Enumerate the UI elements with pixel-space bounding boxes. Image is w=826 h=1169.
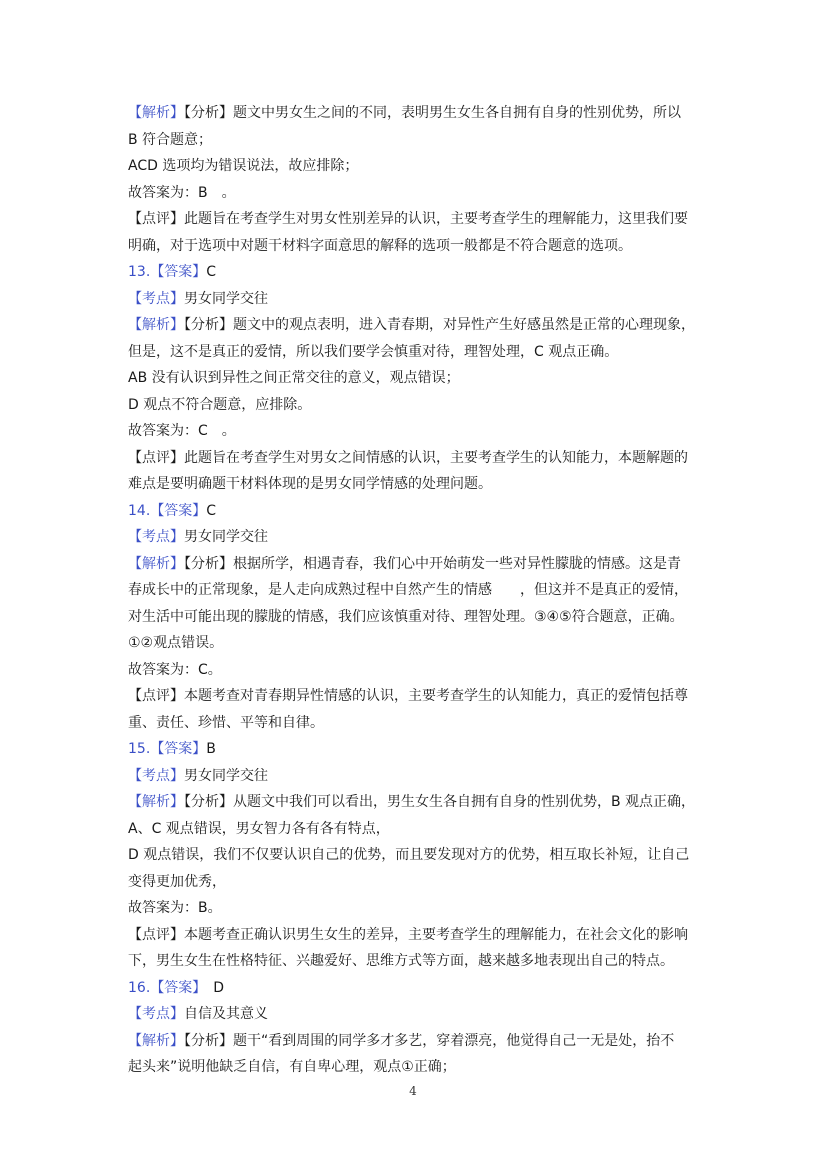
text-line xyxy=(128,551,708,578)
line-text: 但是，这不是真正的爱情，所以我们要学会慎重对待，理智处理，C 观点正确。 xyxy=(128,343,619,360)
line-text: 【分析】题干“看到周围的同学多才多艺，穿着漂亮，他觉得自己一无是处，抬不 xyxy=(184,1032,675,1049)
line-text: 难点是要明确题干材料体现的是男女同学情感的处理问题。 xyxy=(128,476,492,492)
line-text: 男女同学交往 xyxy=(184,767,268,784)
section-tag: 【答案】 xyxy=(150,502,207,519)
line-text: 【分析】题文中的观点表明，进入青春期，对异性产生好感虽然是正常的心理现象， xyxy=(184,317,695,333)
text-line xyxy=(128,153,708,180)
text-line xyxy=(128,895,708,922)
section-tag: 【考点】 xyxy=(128,529,184,545)
line-text: 【分析】从题文中我们可以看出，男生女生各自拥有自身的性别优势，B 观点正确， xyxy=(184,794,696,810)
line-text: 故答案为：C。 xyxy=(128,661,222,678)
line-text: D xyxy=(199,979,225,996)
text-line xyxy=(128,630,708,657)
section-tag: 【答案】 xyxy=(150,264,207,280)
section-tag: 【答案】 xyxy=(150,741,207,757)
line-text: 重、责任、珍惜、平等和自律。 xyxy=(128,714,324,731)
line-text: C xyxy=(206,264,217,280)
section-tag: 【答案】 xyxy=(150,979,200,996)
text-line xyxy=(128,842,708,869)
text-line xyxy=(128,577,708,604)
text-line xyxy=(128,922,708,949)
line-text: 【分析】题文中男女生之间的不同，表明男生女生各自拥有自身的性别优势，所以 xyxy=(184,105,681,121)
text-line xyxy=(128,233,708,260)
text-line xyxy=(128,789,708,816)
line-text: ①②观点错误。 xyxy=(128,635,224,651)
text-line xyxy=(128,710,708,737)
text-line xyxy=(128,816,708,843)
section-tag: 15. xyxy=(128,741,151,757)
text-line xyxy=(128,1001,708,1028)
section-tag: 【解析】 xyxy=(128,105,184,121)
text-line xyxy=(128,100,708,127)
text-line xyxy=(128,471,708,498)
line-text: AB 没有认识到异性之间正常交往的意义，观点错误； xyxy=(128,370,460,386)
text-line xyxy=(128,763,708,790)
line-text: 男女同学交往 xyxy=(184,529,268,545)
text-line xyxy=(128,657,708,684)
line-text: 春成长中的正常现象，是人走向成熟过程中自然产生的情感 ，但这并不是真正的爱情， xyxy=(128,582,688,598)
line-text: 男女同学交往 xyxy=(184,290,268,307)
text-line xyxy=(128,683,708,710)
line-text: 对生活中可能出现的朦胧的情感，我们应该慎重对待、理智处理。③④⑤符合题意，正确。 xyxy=(128,608,684,625)
line-text: 起头来”说明他缺乏自信，有自卑心理，观点①正确； xyxy=(128,1059,456,1075)
line-text: B 符合题意； xyxy=(128,131,213,148)
text-line xyxy=(128,312,708,339)
line-text: 故答案为：B。 xyxy=(128,900,222,916)
section-tag: 13. xyxy=(128,264,151,280)
section-tag: 16. xyxy=(128,979,151,996)
line-text: 自信及其意义 xyxy=(184,1006,268,1022)
section-tag: 14. xyxy=(128,502,151,519)
text-line xyxy=(128,286,708,313)
text-line xyxy=(128,206,708,233)
text-line xyxy=(128,259,708,286)
text-line xyxy=(128,127,708,154)
text-line xyxy=(128,418,708,445)
text-line xyxy=(128,604,708,631)
text-line xyxy=(128,445,708,472)
text-line xyxy=(128,948,708,975)
line-text: B xyxy=(206,741,216,757)
section-tag: 【考点】 xyxy=(128,767,184,784)
line-text: C xyxy=(206,502,217,519)
document-body xyxy=(128,100,708,1081)
text-line xyxy=(128,524,708,551)
section-tag: 【考点】 xyxy=(128,290,184,307)
section-tag: 【解析】 xyxy=(128,555,184,572)
line-text: D 观点错误，我们不仅要认识自己的优势，而且要发现对方的优势，相互取长补短，让自己 xyxy=(128,847,690,863)
line-text: 故答案为：B 。 xyxy=(128,184,236,201)
line-text: D 观点不符合题意，应排除。 xyxy=(128,396,312,413)
line-text: 变得更加优秀， xyxy=(128,873,226,890)
section-tag: 【考点】 xyxy=(128,1006,184,1022)
line-text: 【点评】本题考查对青春期异性情感的认识，主要考查学生的认知能力，真正的爱情包括尊 xyxy=(128,688,688,704)
line-text: 下，男生女生在性格特征、兴趣爱好、思维方式等方面，越来越多地表现出自己的特点。 xyxy=(128,953,674,969)
text-line xyxy=(128,180,708,207)
line-text: ACD 选项均为错误说法，故应排除； xyxy=(128,158,359,174)
line-text: 【分析】根据所学，相遇青春，我们心中开始萌发一些对异性朦胧的情感。这是青 xyxy=(184,555,681,572)
text-line xyxy=(128,365,708,392)
text-line xyxy=(128,975,708,1002)
line-text: 故答案为：C 。 xyxy=(128,423,236,439)
line-text: 明确，对于选项中对题干材料字面意思的解释的选项一般都是不符合题意的选项。 xyxy=(128,237,632,254)
text-line xyxy=(128,1028,708,1055)
text-line xyxy=(128,339,708,366)
section-tag: 【解析】 xyxy=(128,794,184,810)
text-line xyxy=(128,869,708,896)
line-text: A、C 观点错误，男女智力各有各有特点， xyxy=(128,820,390,837)
text-line xyxy=(128,1054,708,1081)
text-line xyxy=(128,736,708,763)
section-tag: 【解析】 xyxy=(128,1032,184,1049)
line-text: 【点评】此题旨在考查学生对男女之间情感的认识，主要考查学生的认知能力，本题解题的 xyxy=(128,449,688,466)
section-tag: 【解析】 xyxy=(128,317,184,333)
text-line xyxy=(128,392,708,419)
line-text: 【点评】本题考查正确认识男生女生的差异，主要考查学生的理解能力，在社会文化的影响 xyxy=(128,926,688,943)
page-number: 4 xyxy=(409,1084,417,1098)
text-line xyxy=(128,498,708,525)
line-text: 【点评】此题旨在考查学生对男女性别差异的认识，主要考查学生的理解能力，这里我们要 xyxy=(128,211,688,227)
